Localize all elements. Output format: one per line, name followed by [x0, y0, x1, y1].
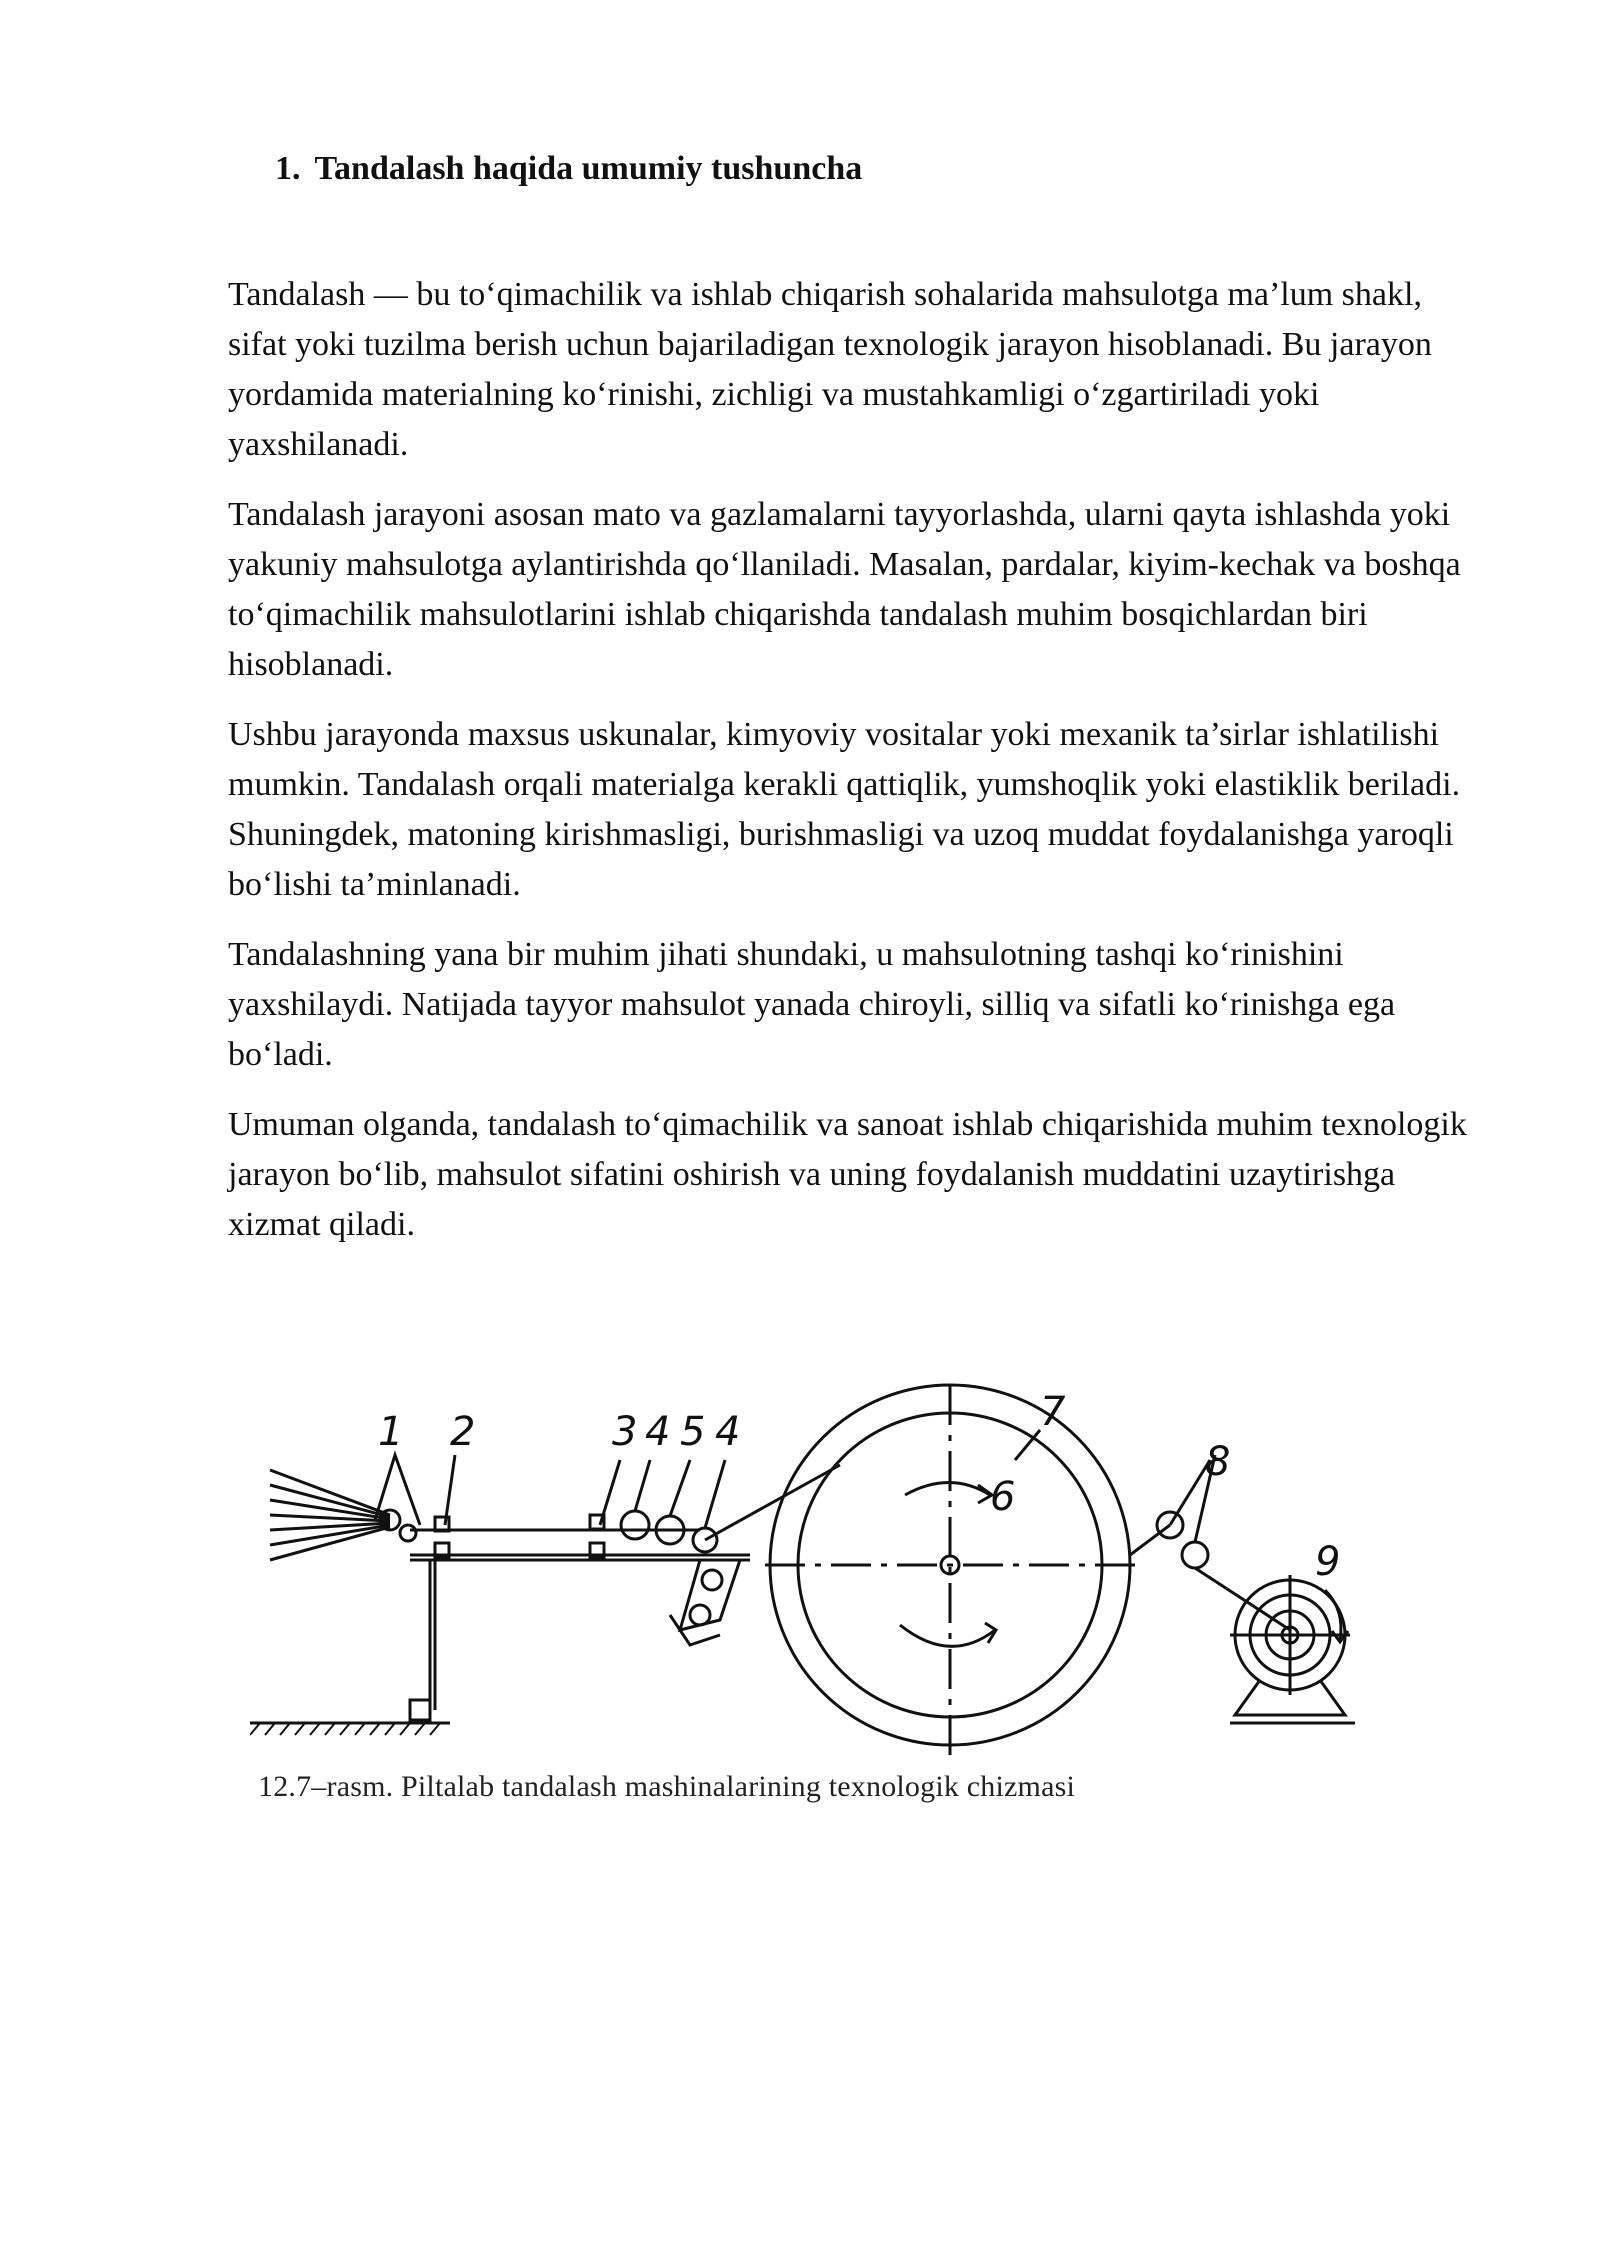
section-title: Tandalash haqida umumiy tushuncha [314, 150, 863, 187]
paragraph: Tandalash — bu to‘qimachilik va ishlab chiqarish sohalarida mahsulotga ma’lum shakl, sifat yoki tuzilma berish uchun bajariladigan texnologik jarayon hisoblanadi. Bu jarayon yordamida materialning ko‘rinishi, zichligi va mustahkamligi o‘zgartiriladi yoki yaxshilanadi. [228, 276, 1432, 463]
figure-label: 1 [378, 1409, 404, 1455]
tension-rollers [590, 1460, 725, 1557]
figure-label: 7 [1040, 1389, 1066, 1435]
section-heading [275, 150, 862, 188]
figure-label: 3 [612, 1409, 638, 1455]
figure-label: 6 [990, 1474, 1016, 1520]
paragraph: Tandalashning yana bir muhim jihati shundaki, u mahsulotning tashqi ko‘rinishini yaxshilaydi. Natijada tayyor mahsulot yanada chiroyli, silliq va sifatli ko‘rinishga ega bo‘ladi. [228, 936, 1396, 1073]
figure-caption: 12.7–rasm. Piltalab tandalash mashinalarining texnologik chizmasi [258, 1770, 1075, 1803]
warp-beam [1230, 1575, 1355, 1723]
paragraph: Tandalash jarayoni asosan mato va gazlamalarni tayyorlashda, ularni qayta ishlashda yoki yakuniy mahsulotga aylantirishda qo‘llaniladi. Masalan, pardalar, kiyim-kechak va boshqa to‘qimachilik mahsulotlarini ishlab chiqarishda tandalash muhim bosqichlardan biri hisoblanadi. [228, 496, 1461, 683]
paragraph: Umuman olganda, tandalash to‘qimachilik va sanoat ishlab chiqarishida muhim texnologik jarayon bo‘lib, mahsulot sifatini oshirish va uning foydalanish muddatini uzaytirishga xizmat qiladi. [228, 1106, 1467, 1243]
paragraph: Ushbu jarayonda maxsus uskunalar, kimyoviy vositalar yoki mexanik ta’sirlar ishlatilishi mumkin. Tandalash orqali materialga kerakli qattiqlik, yumshoqlik yoki elastiklik beriladi. Shuningdek, matoning kirishmasligi, burishmasligi va uzoq muddat foydalanishga yaroqli bo‘lishi ta’minlanadi. [228, 716, 1461, 903]
guide-pin [435, 1455, 455, 1557]
figure-label: 2 [450, 1409, 476, 1455]
figure-label: 8 [1205, 1439, 1231, 1485]
section-number: 1. [275, 150, 301, 187]
presser-assembly [670, 1560, 740, 1645]
figure-label: 4 [715, 1409, 741, 1455]
warping-drum [765, 1385, 1135, 1755]
figure-label: 5 [680, 1409, 706, 1455]
fibre-fan [270, 1470, 390, 1560]
figure-label: 4 [645, 1409, 671, 1455]
figure-label: 9 [1315, 1539, 1341, 1585]
machine-diagram [250, 1365, 1370, 1835]
body-text [228, 270, 1488, 1270]
